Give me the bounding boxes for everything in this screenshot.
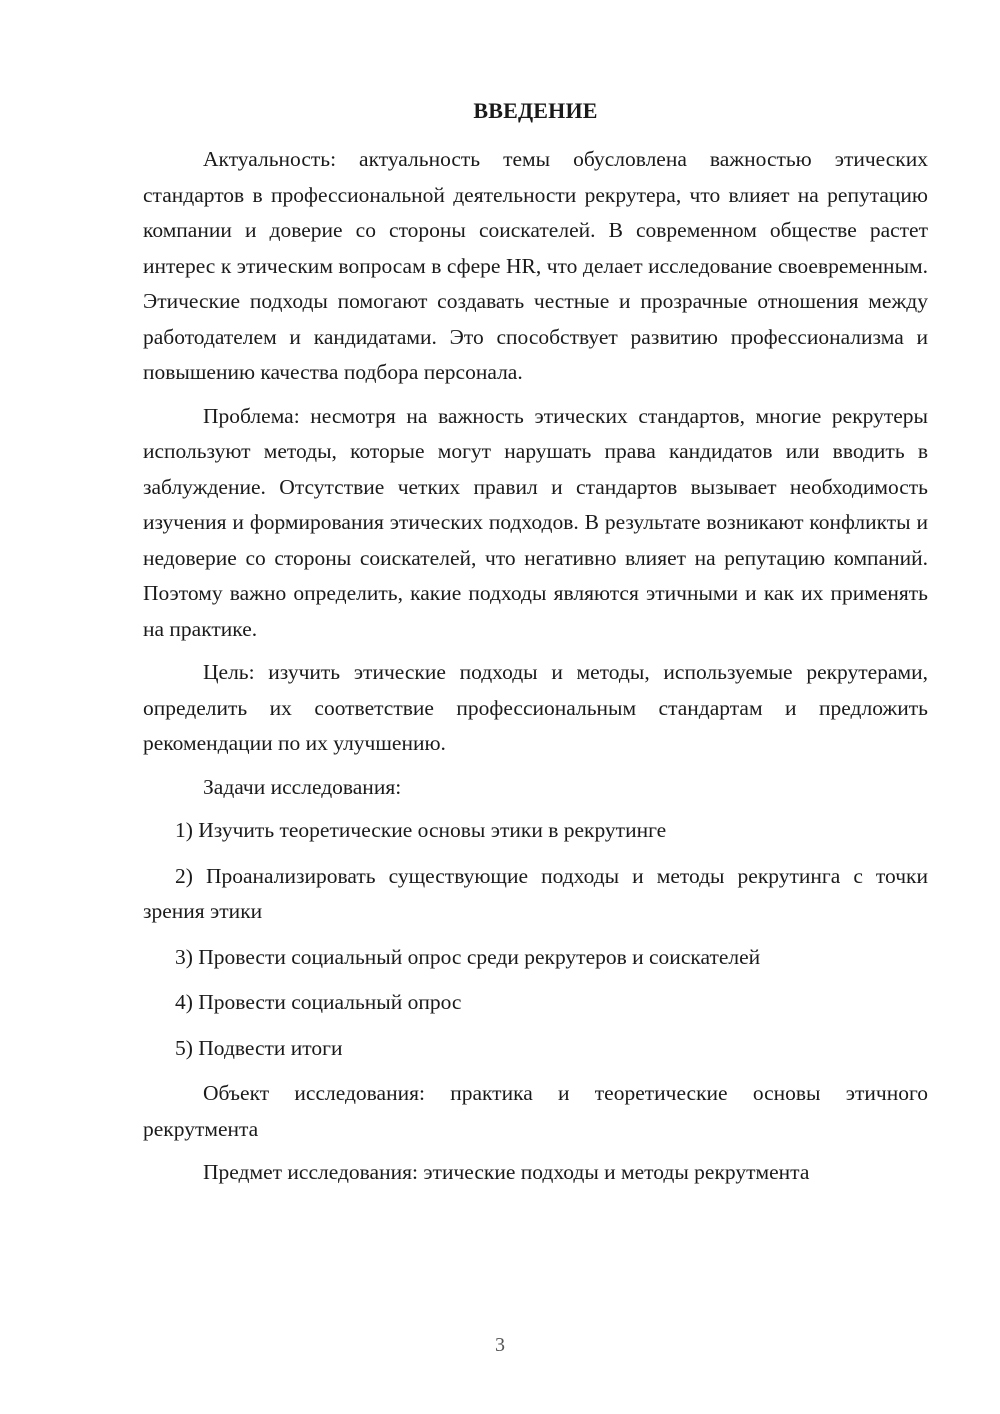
goal-paragraph: Цель: изучить этические подходы и методы, используемые рекрутерами, определить их соответствие профессиональным стандартам и предложить рекомендации по их улучшению.: [143, 660, 928, 755]
subject-paragraph: Предмет исследования: этические подходы и методы рекрутмента: [203, 1160, 810, 1184]
task-item-2: 2) Проанализировать существующие подходы и методы рекрутинга с точки зрения этики: [143, 863, 928, 923]
document-body: [143, 96, 928, 1199]
section-heading: ВВЕДЕНИЕ: [473, 98, 598, 123]
relevance-paragraph: Актуальность: актуальность темы обусловлена важностью этических стандартов в профессиональной деятельности рекрутера, что влияет на репутацию компании и доверие со стороны соискателей. В современном обществе растет интерес к этическим вопросам в сфере HR, что делает исследование своевременным. Этические подходы помогают создавать честные и прозрачные отношения между работодателем и кандидатами. Это способствует развитию профессионализма и повышению качества подбора персонала.: [143, 147, 928, 384]
task-item-5: 5) Подвести итоги: [175, 1035, 343, 1060]
task-item-3: 3) Провести социальный опрос среди рекрутеров и соискателей: [175, 944, 761, 969]
task-item-4: 4) Провести социальный опрос: [175, 990, 462, 1014]
object-paragraph: Объект исследования: практика и теоретические основы этичного рекрутмента: [143, 1081, 928, 1141]
page-number: 3: [495, 1334, 505, 1356]
task-item-1: 1) Изучить теоретические основы этики в рекрутинге: [175, 818, 667, 842]
problem-paragraph: Проблема: несмотря на важность этических стандартов, многие рекрутеры используют методы, которые могут нарушать права кандидатов или вводить в заблуждение. Отсутствие четких правил и стандартов вызывает необходимость изучения и формирования этических подходов. В результате возникают конфликты и недоверие со стороны соискателей, что негативно влияет на репутацию компаний. Поэтому важно определить, какие подходы являются этичными и как их применять на практике.: [143, 403, 928, 641]
tasks-intro: Задачи исследования:: [203, 774, 402, 799]
